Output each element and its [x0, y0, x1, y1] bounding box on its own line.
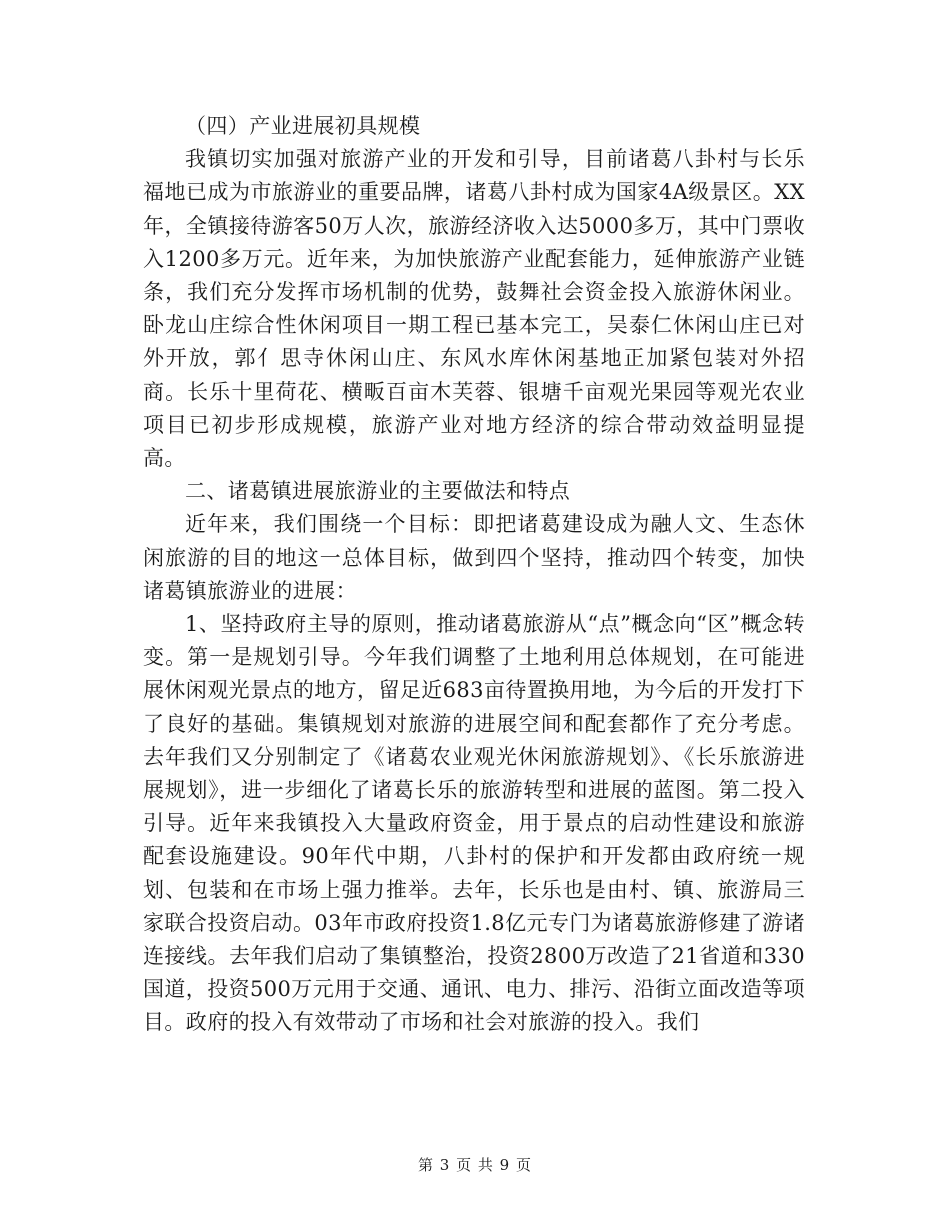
paragraph-government-led: 1、坚持政府主导的原则，推动诸葛旅游从“点”概念向“区”概念转变。第一是规划引导。今年我们调整了土地利用总体规划，在可能进展休闲观光景点的地方，留足近683亩待置换用地，为今后的开发打下了良好的基础。集镇规划对旅游的进展空间和配套都作了充分考虑。去年我们又分别制定了《诸葛农业观光休闲旅游规划》、《长乐旅游进展规划》，进一步细化了诸葛长乐的旅游转型和进展的蓝图。第二投入引导。近年来我镇投入大量政府资金，用于景点的启动性建设和旅游配套设施建设。90年代中期，八卦村的保护和开发都由政府统一规划、包装和在市场上强力推举。去年，长乐也是由村、镇、旅游局三家联合投资启动。03年市政府投资1.8亿元专门为诸葛旅游修建了游诸连接线。去年我们启动了集镇整治，投资2800万改造了21省道和330国道，投资500万元用于交通、通讯、电力、排污、沿街立面改造等项目。政府的投入有效带动了市场和社会对旅游的投入。我们 [143, 612, 805, 1035]
page-footer: 第 3 页 共 9 页 [418, 1156, 532, 1174]
document-body [143, 110, 805, 1040]
section-four-heading: （四）产业进展初具规模 [185, 114, 421, 138]
section-two-heading: 二、诸葛镇进展旅游业的主要做法和特点 [185, 479, 571, 504]
paragraph-tourism-scale: 我镇切实加强对旅游产业的开发和引导，目前诸葛八卦村与长乐福地已成为市旅游业的重要品牌，诸葛八卦村成为国家4A级景区。XX年，全镇接待游客50万人次，旅游经济收入达5000多万，其中门票收入1200多万元。近年来，为加快旅游产业配套能力，延伸旅游产业链条，我们充分发挥市场机制的优势，鼓舞社会资金投入旅游休闲业。卧龙山庄综合性休闲项目一期工程已基本完工，吴泰仁休闲山庄已对外开放，郭亻思寺休闲山庄、东风水库休闲基地正加紧包装对外招商。长乐十里荷花、横畈百亩木芙蓉、银塘千亩观光果园等观光农业项目已初步形成规模，旅游产业对地方经济的综合带动效益明显提高。 [143, 147, 805, 471]
paragraph-goal: 近年来，我们围绕一个目标：即把诸葛建设成为融人文、生态休闲旅游的目的地这一总体目标，做到四个坚持，推动四个转变，加快诸葛镇旅游业的进展： [143, 512, 805, 603]
